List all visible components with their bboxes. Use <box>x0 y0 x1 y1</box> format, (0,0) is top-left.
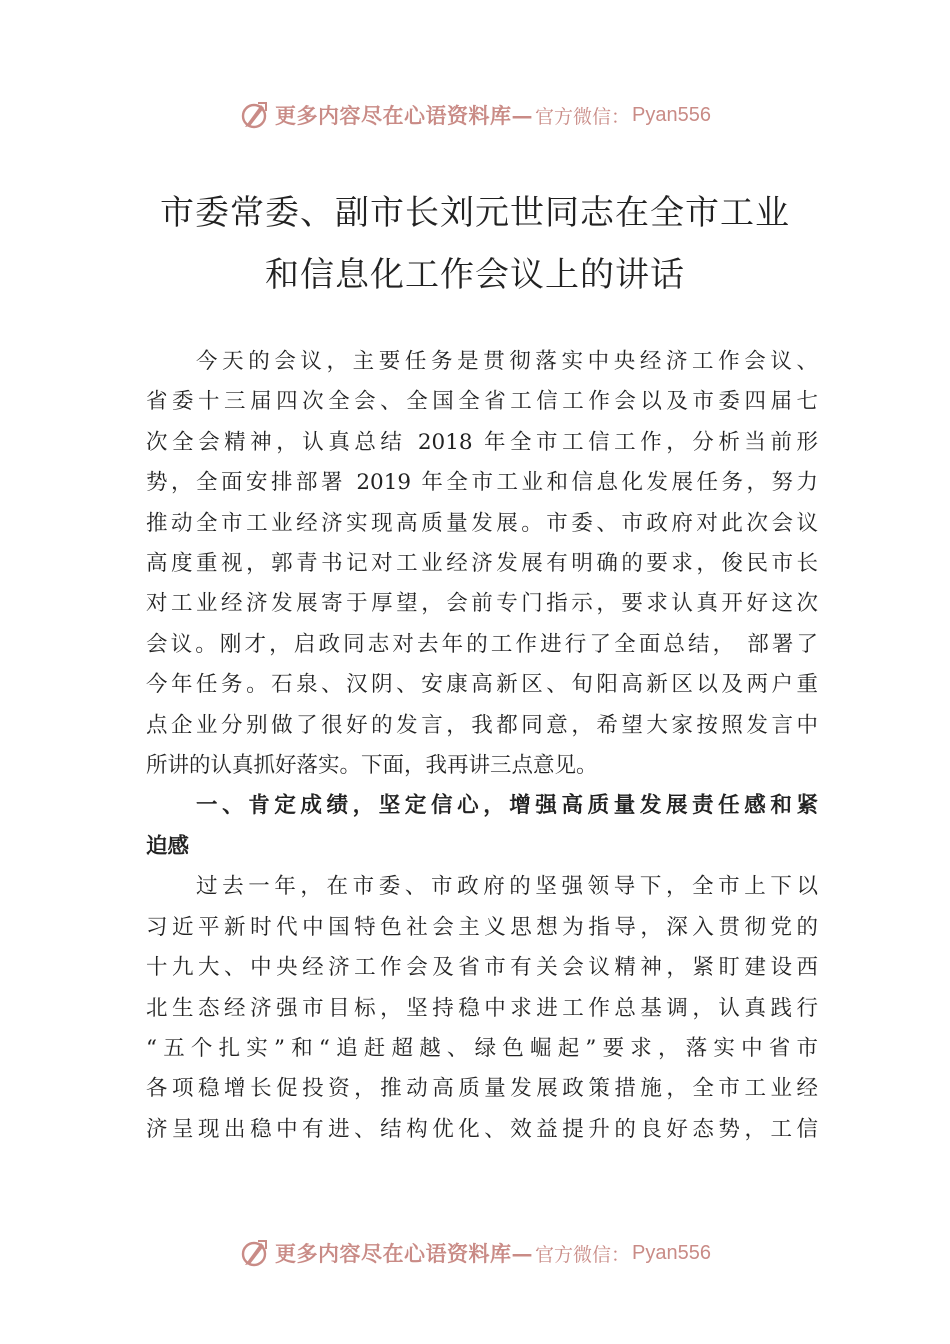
quill-pen-logo-icon <box>239 1238 269 1268</box>
section-heading: 一、肯定成绩，坚定信心，增强高质量发展责任感和紧 <box>196 793 818 819</box>
banner-wechat-id: Pyan556 <box>632 1241 711 1264</box>
paragraph-line: 各项稳增长促投资，推动高质量发展政策措施，全市工业经 <box>146 1076 818 1102</box>
quill-pen-logo-icon <box>239 100 269 130</box>
paragraph-line: 高度重视，郭青书记对工业经济发展有明确的要求，俊民市长 <box>146 551 818 577</box>
paragraph-line: 点企业分别做了很好的发言，我都同意，希望大家按照发言中 <box>146 712 818 738</box>
paragraph-line: 对工业经济发展寄于厚望，会前专门指示，要求认真开好这次 <box>146 591 818 617</box>
banner-wechat-id: Pyan556 <box>632 103 711 126</box>
section-heading: 迫感 <box>146 833 190 859</box>
paragraph-line: 北生态经济强市目标，坚持稳中求进工作总基调，认真践行 <box>146 995 818 1021</box>
footer-banner <box>0 1233 950 1273</box>
header-banner <box>0 95 950 135</box>
banner-wechat-label: 官方微信： <box>535 1243 631 1266</box>
paragraph-line: 习近平新时代中国特色社会主义思想为指导，深入贯彻党的 <box>146 914 818 940</box>
paragraph-line: 会议。刚才，启政同志对去年的工作进行了全面总结， 部署了 <box>146 631 818 657</box>
paragraph-line: 所讲的认真抓好落实。下面，我再讲三点意见。 <box>146 753 598 779</box>
paragraph-line: 济呈现出稳中有进、结构优化、效益提升的良好态势，工信 <box>146 1116 818 1142</box>
paragraph-line: “五个扎实”和“追赶超越、绿色崛起”要求，落实中省市 <box>146 1035 818 1061</box>
banner-wechat-label: 官方微信： <box>535 105 631 128</box>
paragraph-line: 今天的会议，主要任务是贯彻落实中央经济工作会议、 <box>196 349 818 374</box>
paragraph-line: 十九大、中央经济工作会及省市有关会议精神，紧盯建设西 <box>146 955 818 981</box>
title-line-1: 市委常委、副市长刘元世同志在全市工业 <box>160 193 790 233</box>
document-title <box>100 182 850 306</box>
paragraph-line: 过去一年，在市委、市政府的坚强领导下，全市上下以 <box>196 874 818 900</box>
banner-text: 更多内容尽在心语资料库— <box>275 1241 533 1266</box>
paragraph-line: 省委十三届四次全会、全国全省工信工作会以及市委四届七 <box>146 389 818 415</box>
banner-text: 更多内容尽在心语资料库— <box>275 103 533 128</box>
paragraph-line: 推动全市工业经济实现高质量发展。市委、市政府对此次会议 <box>146 510 818 536</box>
document-body <box>146 342 818 1150</box>
paragraph-line: 势，全面安排部署 2019 年全市工业和信息化发展任务，努力 <box>146 470 818 496</box>
title-line-2: 和信息化工作会议上的讲话 <box>265 255 685 295</box>
paragraph-line: 今年任务。石泉、汉阴、安康高新区、旬阳高新区以及两户重 <box>146 672 818 698</box>
paragraph-line: 次全会精神，认真总结 2018 年全市工信工作，分析当前形 <box>146 429 818 455</box>
